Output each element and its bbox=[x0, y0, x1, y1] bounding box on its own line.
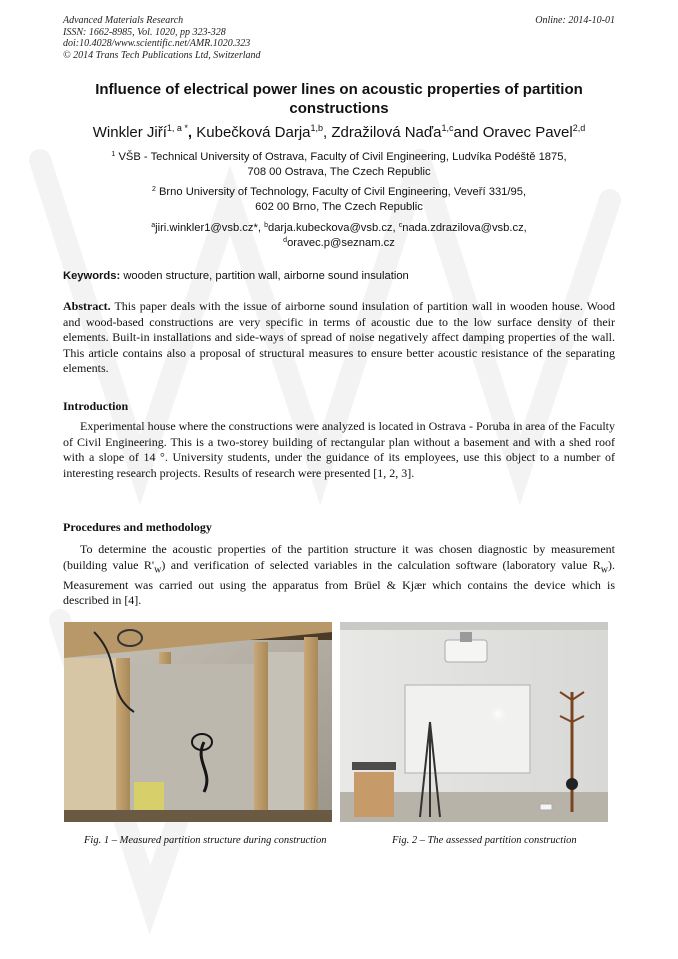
email-mark: c bbox=[398, 222, 403, 229]
email-address: nada.zdrazilova@vsb.cz, bbox=[402, 222, 527, 234]
affiliation-2 bbox=[63, 185, 615, 214]
figure-2-photo bbox=[340, 622, 608, 822]
email-address: oravec.p@seznam.cz bbox=[287, 236, 395, 249]
affiliation-mark: 2 bbox=[151, 186, 156, 193]
journal-name: Advanced Materials Research bbox=[63, 15, 184, 26]
figure-2-caption: Fig. 2 – The assessed partition construction bbox=[392, 835, 577, 846]
paragraph-text: To determine the acoustic properties of the partition structure it was chosen diagnostic by measurement (building value R' bbox=[63, 542, 615, 572]
paragraph-text: ). Measurement was carried out using the apparatus from Brüel & Kjær which contains the device which is described in [4]. bbox=[63, 557, 616, 608]
affiliation-mark: 1 bbox=[111, 151, 116, 158]
email-mark: b bbox=[264, 222, 268, 229]
procedures-paragraph bbox=[63, 542, 615, 609]
email-list bbox=[63, 221, 615, 250]
affiliation-line: 708 00 Ostrava, The Czech Republic bbox=[247, 165, 431, 178]
author-affiliation-mark: 1,c bbox=[441, 123, 454, 133]
affiliation-line: VŠB - Technical University of Ostrava, Faculty of Civil Engineering, Ludvíka Podéště 1875, bbox=[118, 151, 567, 163]
paper-title: Influence of electrical power lines on acoustic properties of partition constructions bbox=[95, 81, 583, 117]
online-date: Online: 2014-10-01 bbox=[535, 15, 615, 26]
author-separator: , bbox=[187, 124, 193, 141]
email-mark: a bbox=[151, 222, 156, 229]
author-name: Winkler Jiří bbox=[92, 124, 167, 141]
abstract-text: This paper deals with the issue of airborne sound insulation of partition wall in wooden house. Wood and wood-based constructions are very specific in terms of acoustic due to the low surface density of their elements. Built-in installations and side-ways of spread of noise negatively affect damping properties of the wall. This article contains also a proposal of structural measures to ensure better acoustic resistance of the separating elements. bbox=[63, 299, 615, 376]
author-name: Zdražilová Naďa bbox=[331, 124, 442, 141]
author-and: and bbox=[453, 124, 479, 141]
author-name: Kubečková Darja bbox=[196, 124, 311, 141]
author-name: Oravec Pavel bbox=[482, 124, 573, 141]
email-address: jiri.winkler1@vsb.cz*, bbox=[155, 222, 261, 234]
author-affiliation-mark: 2,d bbox=[572, 123, 586, 133]
email-address: darja.kubeckova@vsb.cz, bbox=[267, 222, 396, 234]
affiliation-line: Brno University of Technology, Faculty of Civil Engineering, Veveří 331/95, bbox=[158, 186, 527, 198]
author-list bbox=[40, 123, 638, 142]
keywords-text: wooden structure, partition wall, airborne sound insulation bbox=[123, 270, 409, 282]
figure-1-photo bbox=[64, 622, 332, 822]
journal-header bbox=[63, 15, 393, 61]
paragraph-text: ) and verification of selected variables in the calculation software (laboratory value R bbox=[161, 557, 601, 572]
keywords-label: Keywords: bbox=[63, 270, 121, 282]
journal-doi: doi:10.4028/www.scientific.net/AMR.1020.323 bbox=[63, 38, 251, 49]
keywords bbox=[63, 269, 615, 283]
subscript: w bbox=[154, 563, 162, 575]
author-affiliation-mark: 1,b bbox=[310, 123, 324, 133]
abstract bbox=[63, 299, 615, 377]
affiliation-1 bbox=[63, 150, 615, 179]
author-affiliation-mark: 1, a * bbox=[166, 123, 188, 133]
journal-copyright: © 2014 Trans Tech Publications Ltd, Switzerland bbox=[63, 49, 261, 61]
journal-issn: ISSN: 1662-8985, Vol. 1020, pp 323-328 bbox=[63, 26, 226, 38]
email-mark: d bbox=[283, 236, 288, 244]
author-separator: , bbox=[323, 124, 328, 141]
section-heading-introduction: Introduction bbox=[63, 399, 129, 413]
affiliation-line: 602 00 Brno, The Czech Republic bbox=[255, 200, 423, 213]
abstract-label: Abstract. bbox=[63, 299, 111, 313]
introduction-paragraph: Experimental house where the constructions were analyzed is located in Ostrava - Poruba in area of the Faculty of Civil Engineering. This is a two-storey building of rectangular plan without a basement and with a shed roof with a slope of 14 °. University students, under the guidance of its employees, use this object to a number of interesting research projects. Results of research were presented [1, 2, 3]. bbox=[63, 419, 615, 480]
figure-1-caption: Fig. 1 – Measured partition structure during construction bbox=[84, 835, 327, 846]
section-heading-procedures: Procedures and methodology bbox=[63, 520, 212, 534]
subscript: w bbox=[600, 563, 609, 575]
